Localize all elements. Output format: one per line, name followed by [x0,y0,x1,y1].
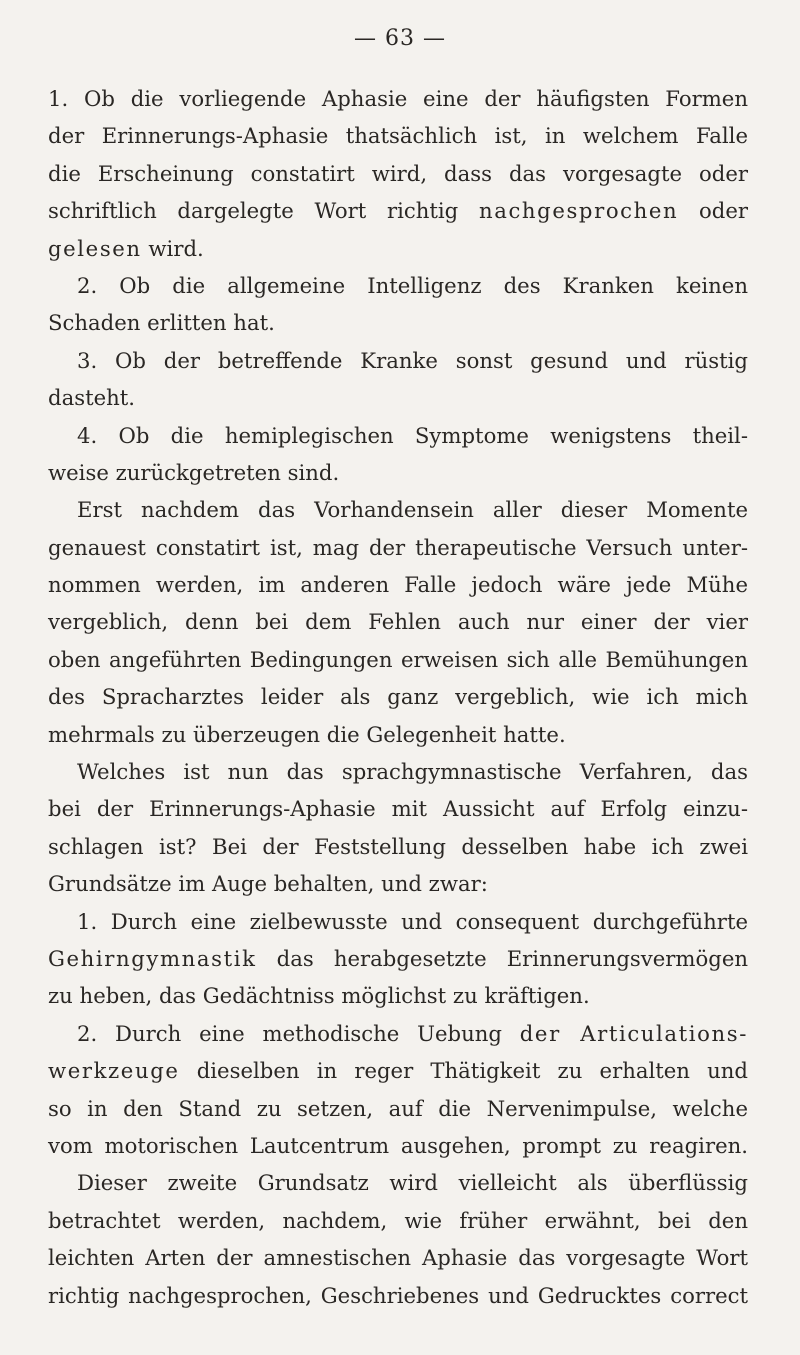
text-run: der Erinnerungs-Aphasie thatsächlich ist, in welchem Falle [48,123,748,149]
text-line [48,865,748,902]
text-run: betrachtet werden, nachdem, wie früher erwähnt, bei den [48,1207,748,1233]
text-line [48,1277,748,1314]
text-line [48,1164,748,1201]
text-run: 2. Durch eine methodische Uebung [77,1020,520,1046]
text-line [48,379,748,416]
text-line [48,641,748,678]
text-run: die Erscheinung constatirt wird, dass das vorgesagte oder [48,160,748,186]
text-line [48,192,748,229]
text-run: Schaden erlitten hat. [48,310,275,336]
text-run: schlagen ist? Bei der Feststellung desselben habe ich zwei [48,833,748,859]
text-line [48,903,748,940]
text-run: nommen werden, im anderen Falle jedoch wäre jede Mühe [48,572,748,598]
text-line [48,417,748,454]
text-run: das herabgesetzte Erinnerungsvermögen [256,945,748,971]
text-run: leichten Arten der amnestischen Aphasie das vorgesagte Wort [48,1245,748,1271]
text-line [48,940,748,977]
text-line [48,267,748,304]
text-run: 1. Durch eine zielbewusste und consequent durchgeführte [77,908,748,934]
emphasized-text: der Articulations- [519,1020,748,1046]
emphasized-text: nachgesprochen [478,198,679,224]
body-text [48,80,748,1314]
text-run: Erst nachdem das Vorhandensein aller dieser Momente [77,497,748,523]
text-line [48,491,748,528]
text-run: schriftlich dargelegte Wort richtig [48,198,479,224]
text-run: weise zurückgetreten sind. [48,459,340,485]
text-line [48,603,748,640]
text-line [48,1202,748,1239]
text-run: wird. [141,235,204,261]
text-run: des Spracharztes leider als ganz vergeblich, wie ich mich [48,684,748,710]
text-run: mehrmals zu überzeugen die Gelegenheit hatte. [48,721,566,747]
text-line [48,1090,748,1127]
text-line [48,230,748,267]
text-run: genauest constatirt ist, mag der therapeutische Versuch unter- [48,534,748,560]
text-run: bei der Erinnerungs-Aphasie mit Aussicht auf Erfolg einzu- [48,796,748,822]
text-line [48,828,748,865]
text-line [48,117,748,154]
text-run: vom motorischen Lautcentrum ausgehen, prompt zu reagiren. [48,1132,748,1158]
text-run: oder [678,198,748,224]
emphasized-text: gelesen [48,235,142,261]
text-line [48,716,748,753]
text-run: dieselben in reger Thätigkeit zu erhalten und [179,1058,748,1084]
text-line [48,1052,748,1089]
text-run: richtig nachgesprochen, Geschriebenes und Gedrucktes correct [48,1282,748,1308]
text-run: Dieser zweite Grundsatz wird vielleicht als überflüssig [77,1170,748,1196]
text-line [48,342,748,379]
text-run: zu heben, das Gedächtniss möglichst zu kräftigen. [48,983,590,1009]
emphasized-text: werkzeuge [48,1058,180,1084]
text-line [48,454,748,491]
text-line [48,566,748,603]
text-line [48,977,748,1014]
text-line [48,1239,748,1276]
text-line [48,80,748,117]
text-line [48,678,748,715]
text-run: vergeblich, denn bei dem Fehlen auch nur einer der vier [48,609,748,635]
text-run: 2. Ob die allgemeine Intelligenz des Kranken keinen [77,272,748,298]
text-line [48,155,748,192]
text-line [48,529,748,566]
text-run: 4. Ob die hemiplegischen Symptome wenigstens theil- [77,422,748,448]
text-line [48,304,748,341]
text-run: 3. Ob der betreffende Kranke sonst gesund und rüstig [77,347,748,373]
text-run: Welches ist nun das sprachgymnastische Verfahren, das [77,759,748,785]
emphasized-text: Gehirngymnastik [48,945,257,971]
page-number: — 63 — [354,26,446,51]
text-run: dasteht. [48,385,136,411]
text-line [48,1127,748,1164]
text-run: 1. Ob die vorliegende Aphasie eine der häufigsten Formen [48,86,748,111]
text-run: oben angeführten Bedingungen erweisen sich alle Bemühungen [48,646,748,672]
text-line [48,753,748,790]
text-line [48,790,748,827]
text-run: so in den Stand zu setzen, auf die Nervenimpulse, welche [48,1095,748,1121]
text-line [48,1015,748,1052]
text-run: Grundsätze im Auge behalten, und zwar: [48,871,488,897]
